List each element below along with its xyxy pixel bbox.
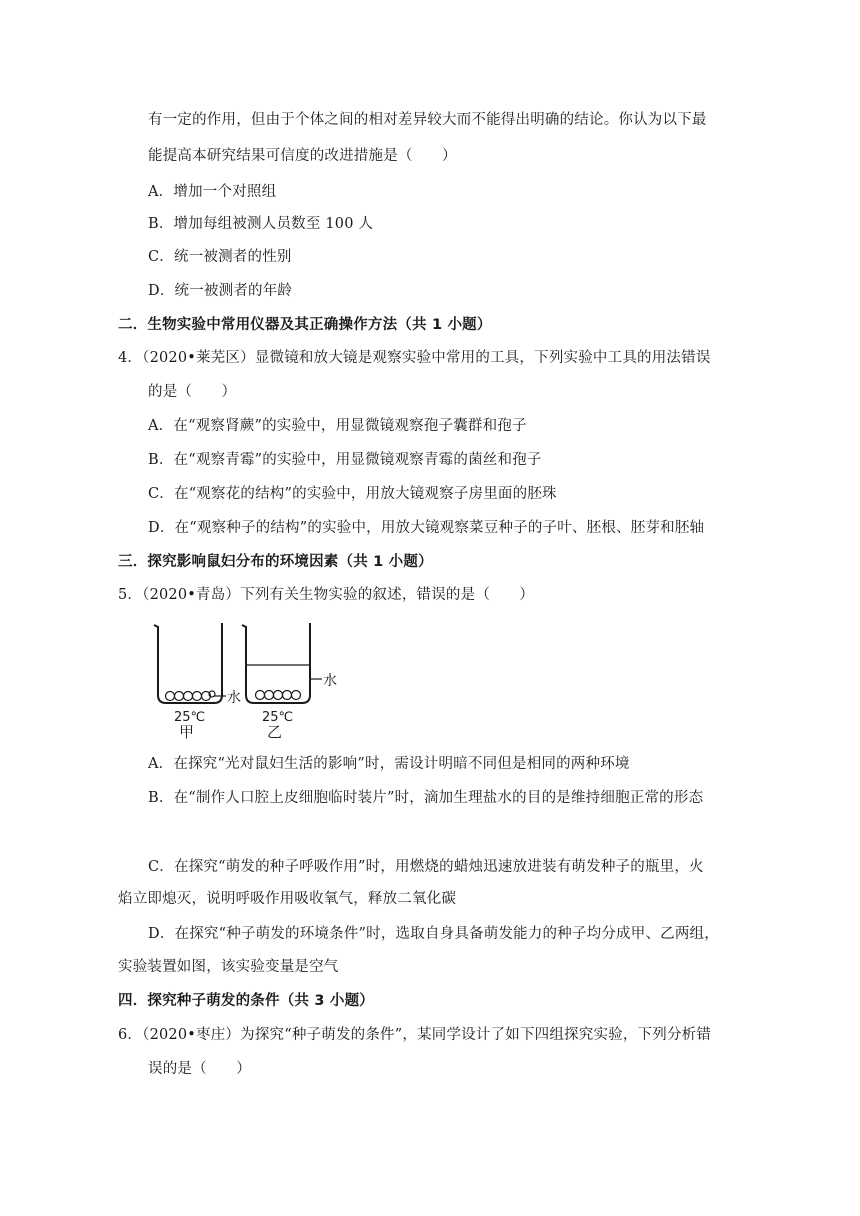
q3-stem-line-1: 有一定的作用，但由于个体之间的相对差异较大而不能得出明确的结论。你认为以下最: [148, 112, 707, 128]
q6-stem-line-1: 6．（2020•枣庄）为探究“种子萌发的条件”，某同学设计了如下四组探究实验，下列分析错: [118, 1027, 712, 1043]
beaker-a: [154, 623, 241, 741]
q3-stem-line-2: 能提高本研究结果可信度的改进措施是（ ）: [148, 148, 457, 164]
beaker-b-label: 乙: [267, 723, 283, 741]
beaker-b-water-label: 水: [323, 673, 337, 689]
q5-option-c-line-1: C．在探究“萌发的种子呼吸作用”时，用燃烧的蜡烛迅速放进装有萌发种子的瓶里，火: [148, 859, 704, 875]
q5-option-d-line-1: D．在探究“种子萌发的环境条件”时，选取自身具备萌发能力的种子均分成甲、乙两组，: [148, 926, 719, 942]
q4-stem-line-1: 4．（2020•莱芜区）显微镜和放大镜是观察实验中常用的工具，下列实验中工具的用法错误: [118, 350, 711, 366]
q5-stem: 5．（2020•青岛）下列有关生物实验的叙述，错误的是（ ）: [118, 587, 535, 603]
q5-option-c-line-2: 焰立即熄灭，说明呼吸作用吸收氧气，释放二氧化碳: [118, 891, 457, 907]
beaker-a-temperature: 25℃: [174, 710, 206, 725]
q6-stem-line-2: 误的是（ ）: [148, 1061, 251, 1077]
q5-option-a: A．在探究“光对鼠妇生活的影响”时，需设计明暗不同但是相同的两种环境: [148, 756, 630, 772]
beaker-a-label: 甲: [179, 723, 195, 741]
q3-option-c: C．统一被测者的性别: [148, 249, 292, 265]
beaker-a-water-label: 水: [227, 690, 241, 706]
q4-stem-line-2: 的是（ ）: [148, 384, 237, 400]
beaker-b-temperature: 25℃: [262, 710, 294, 725]
q4-option-d: D．在“观察种子的结构”的实验中，用放大镜观察菜豆种子的子叶、胚根、胚芽和胚轴: [148, 520, 705, 536]
q3-option-a: A．增加一个对照组: [148, 184, 277, 200]
q5-option-b: B．在“制作人口腔上皮细胞临时装片”时，滴加生理盐水的目的是维持细胞正常的形态: [148, 790, 704, 806]
beaker-b: [242, 623, 337, 741]
section-4-heading: 四．探究种子萌发的条件（共 3 小题）: [118, 993, 374, 1009]
q3-option-b: B．增加每组被测人员数至 100 人: [148, 216, 374, 232]
q4-option-b: B．在“观察青霉”的实验中，用显微镜观察青霉的菌丝和孢子: [148, 452, 542, 468]
q5-option-d-line-2: 实验装置如图，该实验变量是空气: [118, 959, 339, 975]
q4-option-a: A．在“观察肾蕨”的实验中，用显微镜观察孢子囊群和孢子: [148, 418, 527, 434]
beaker-figure: [148, 617, 348, 742]
q3-option-d: D．统一被测者的年龄: [148, 283, 293, 299]
q4-option-c: C．在“观察花的结构”的实验中，用放大镜观察子房里面的胚珠: [148, 486, 557, 502]
section-2-heading: 二．生物实验中常用仪器及其正确操作方法（共 1 小题）: [118, 317, 492, 333]
section-3-heading: 三．探究影响鼠妇分布的环境因素（共 1 小题）: [118, 554, 433, 570]
